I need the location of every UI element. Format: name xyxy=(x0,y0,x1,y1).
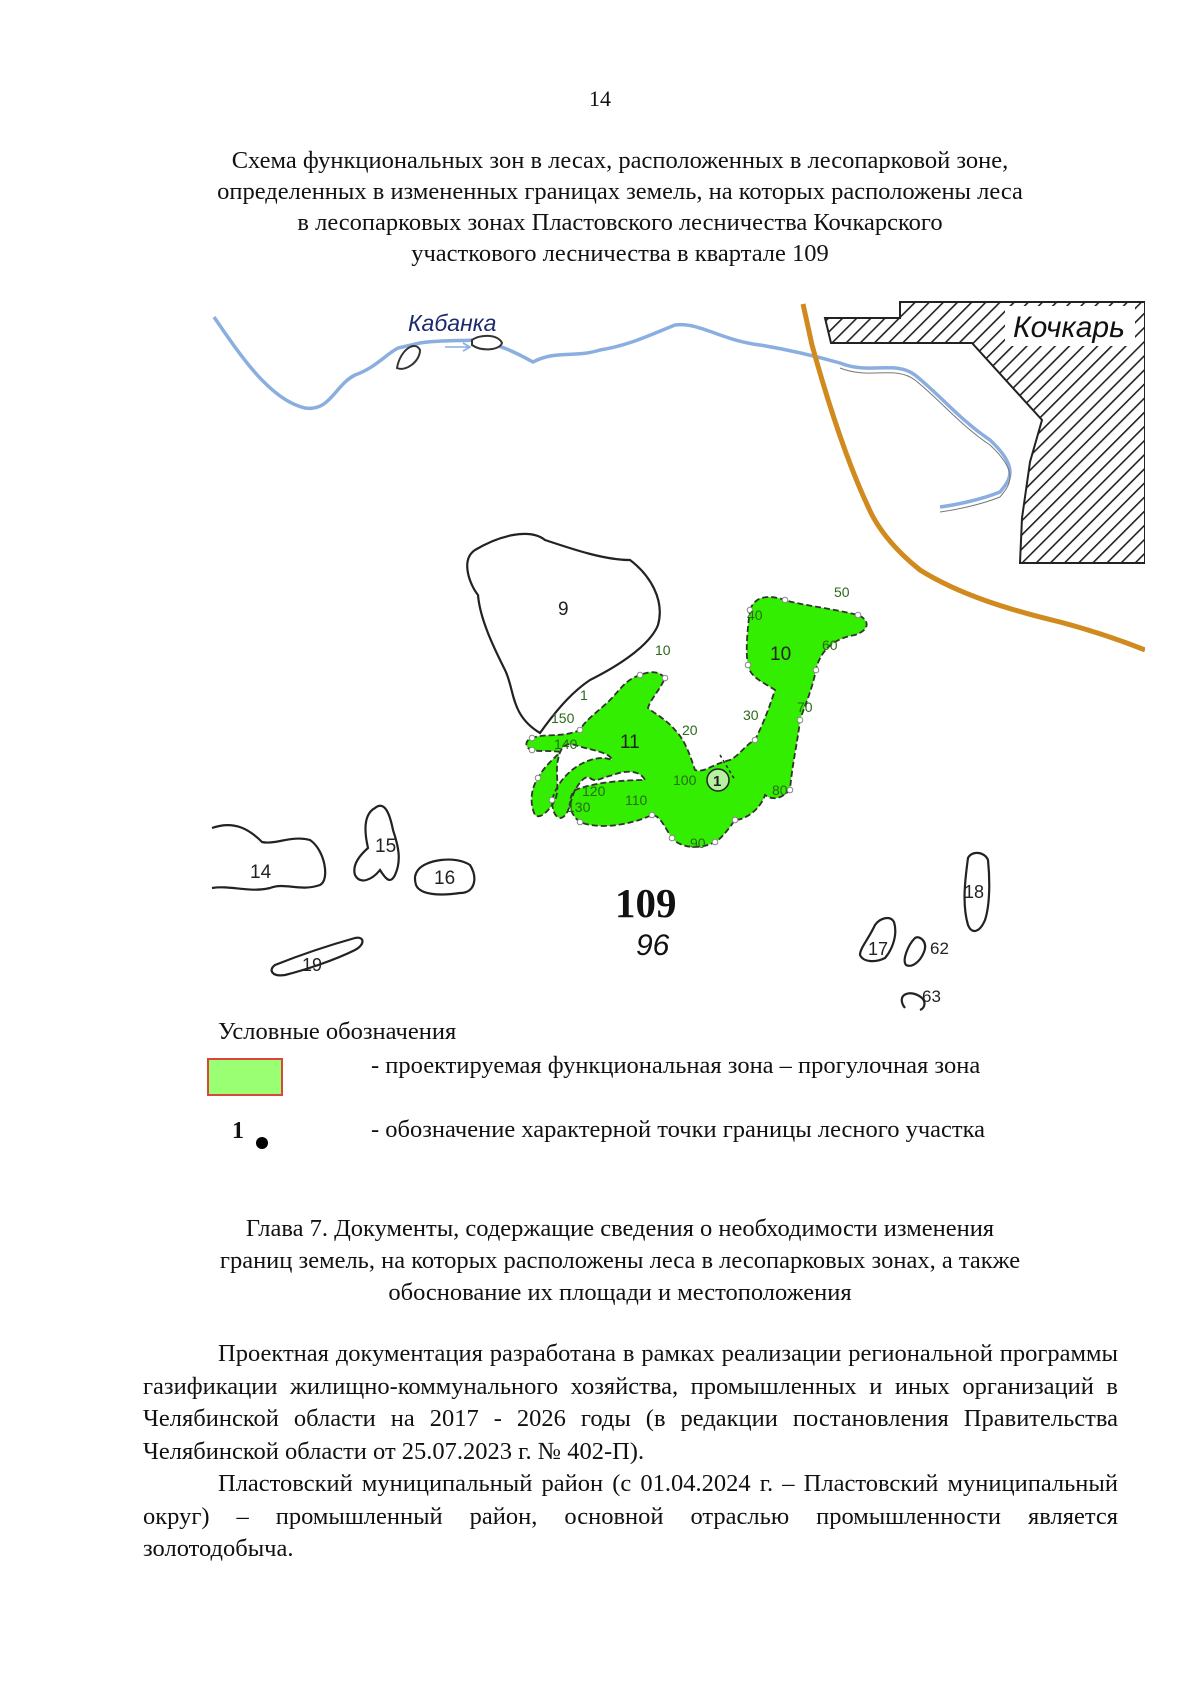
legend-point-dot xyxy=(256,1137,268,1149)
river xyxy=(214,317,1010,507)
page-number: 14 xyxy=(589,86,611,111)
forest-map xyxy=(210,300,1145,1020)
plot-label: 62 xyxy=(930,939,949,958)
point-label: 120 xyxy=(582,783,606,799)
map-title xyxy=(130,145,1110,269)
plot-label: 9 xyxy=(558,599,569,620)
chapter-heading xyxy=(130,1213,1110,1309)
point-label: 150 xyxy=(551,710,575,726)
point-label: 80 xyxy=(772,782,788,798)
river-lake xyxy=(472,336,502,350)
point-label: 30 xyxy=(743,707,759,723)
legend-zone-text: - проектируемая функциональная зона – прогулочная зона xyxy=(371,1052,981,1079)
plot-label: 10 xyxy=(770,644,792,665)
chapter-line: Глава 7. Документы, содержащие сведения о необходимости изменения xyxy=(245,1215,995,1242)
legend-title: Условные обозначения xyxy=(218,1018,457,1045)
legend-zone-swatch xyxy=(207,1058,283,1096)
plot-label: 11 xyxy=(620,732,640,753)
river-flow-arrow xyxy=(445,343,470,351)
quarter-number: 109 xyxy=(615,880,677,926)
body-text xyxy=(143,1338,1118,1566)
point-label: 130 xyxy=(567,799,591,815)
paragraph: Пластовский муниципальный район (с 01.04.2024 г. – Пластовский муниципальный округ) – промышленный район, основной отраслью промышленности является золотодобыча. xyxy=(143,1470,1118,1562)
point-label: 90 xyxy=(690,835,706,851)
plot-label: 14 xyxy=(250,862,272,883)
point-label: 100 xyxy=(673,772,697,788)
point-label: 10 xyxy=(655,642,671,658)
plot-label: 18 xyxy=(964,882,985,902)
point-label: 70 xyxy=(797,699,813,715)
point-label: 110 xyxy=(625,792,648,808)
point-label: 140 xyxy=(554,736,578,752)
settlement-label: Кочкарь xyxy=(1013,311,1125,344)
point-label: 40 xyxy=(747,607,763,623)
plot-label: 17 xyxy=(868,939,889,959)
plot-label: 16 xyxy=(434,868,456,889)
zone-marker-number: 1 xyxy=(713,773,722,790)
river-lake xyxy=(397,346,420,369)
legend-point-number: 1 xyxy=(232,1118,244,1144)
river-edge xyxy=(840,368,1010,512)
title-line: в лесопарковых зонах Пластовского лесничества Кочкарского xyxy=(297,209,943,236)
quarter-area: 96 xyxy=(636,929,670,962)
plot-label: 63 xyxy=(922,987,941,1006)
point-label: 1 xyxy=(580,687,588,703)
title-line: участкового лесничества в квартале 109 xyxy=(411,240,829,267)
point-label: 50 xyxy=(834,584,850,600)
plot-outline xyxy=(905,937,925,965)
chapter-line: обоснование их площади и местоположения xyxy=(388,1279,852,1306)
point-label: 60 xyxy=(822,637,838,653)
plot-label: 15 xyxy=(375,836,397,857)
plot-label: 19 xyxy=(302,955,323,975)
paragraph: Проектная документация разработана в рамках реализации региональной программы газификации жилищно-коммунального хозяйства, промышленных и иных организаций в Челябинской области на 2017 - 2026 годы (в редакции постановления Правительства Челябинской области от 25.07.2023 г. № 402-П). xyxy=(143,1340,1118,1465)
title-line: Схема функциональных зон в лесах, расположенных в лесопарковой зоне, xyxy=(231,147,1009,174)
title-line: определенных в измененных границах земель, на которых расположены леса xyxy=(217,178,1023,205)
legend-point-text: - обозначение характерной точки границы лесного участка xyxy=(371,1116,986,1143)
point-label: 20 xyxy=(682,722,698,738)
chapter-line: границ земель, на которых расположены леса в лесопарковых зонах, а также xyxy=(219,1247,1021,1274)
river-label: Кабанка xyxy=(408,310,497,336)
